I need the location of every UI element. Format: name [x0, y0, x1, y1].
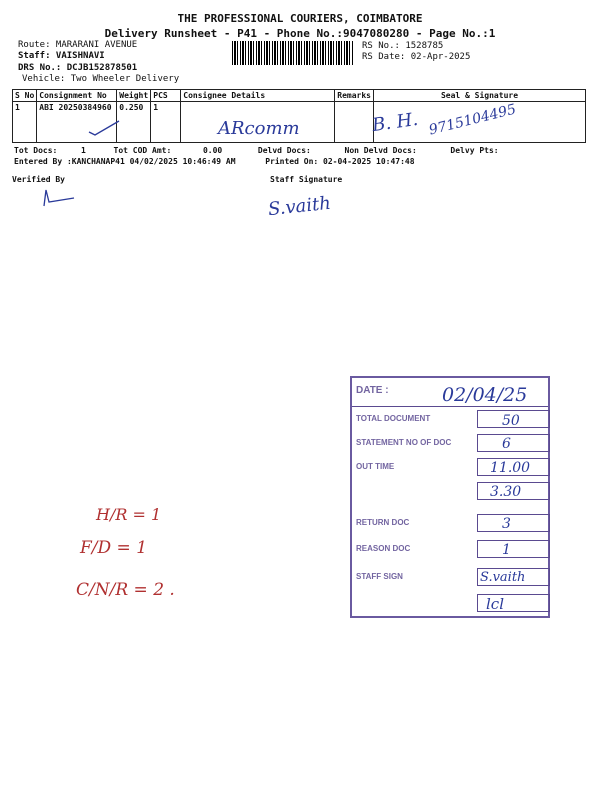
printed-on: Printed On: 02-04-2025 10:47:48: [265, 157, 415, 166]
tot-cod-value: 0.00: [202, 146, 223, 155]
totals-line: [14, 145, 499, 156]
col-header-pcs: PCS: [151, 90, 181, 102]
cell-remarks: [335, 102, 374, 143]
stamp-label-statement: STATEMENT NO OF DOC: [356, 438, 452, 447]
phone-handwriting: 9715104495: [427, 101, 518, 139]
stamp-label-return: RETURN DOC: [356, 518, 410, 527]
rs-date: RS Date: 02-Apr-2025: [362, 52, 471, 62]
tick-mark-icon: [85, 118, 125, 138]
stamp-value-in-time: 3.30: [490, 484, 522, 500]
verifier-signature-icon: [36, 186, 80, 208]
cell-consignment: ABI 20250384960: [37, 102, 117, 143]
stamp-label-out-time: OUT TIME: [356, 462, 395, 471]
col-header-sno: S No: [13, 90, 37, 102]
tot-cod-label: Tot COD Amt:: [113, 146, 172, 155]
note-cnr: C/N/R = 2 .: [76, 580, 175, 600]
note-hr: H/R = 1: [96, 505, 162, 524]
entered-by-line: [14, 156, 415, 167]
tot-docs-label: Tot Docs:: [14, 146, 58, 155]
stamp-label-total: TOTAL DOCUMENT: [356, 414, 431, 423]
stamp-value-total: 50: [502, 413, 520, 429]
rs-number: RS No.: 1528785: [362, 41, 444, 51]
stamp-value-out-time: 11.00: [490, 460, 531, 476]
col-header-weight: Weight: [117, 90, 151, 102]
stamp-value-return: 3: [502, 516, 511, 532]
cell-weight: 0.250: [117, 102, 151, 143]
stamp-value-staff-sign: S.vaith: [480, 570, 526, 585]
stamp-value-reason: 1: [502, 542, 511, 558]
drs-label: DRS No.: DCJB152878501: [18, 63, 138, 73]
stamp-label-date: DATE :: [356, 385, 389, 396]
barcode: [232, 41, 354, 65]
stamp-label-staff-sign: STAFF SIGN: [356, 572, 403, 581]
staff-signature-handwriting: S.vaith: [267, 192, 332, 221]
consignee-handwriting: ARcomm: [218, 118, 300, 139]
stamp-value-statement: 6: [502, 436, 511, 452]
cell-pcs: 1: [151, 102, 181, 143]
runsheet-title: Delivery Runsheet - P41 - Phone No.:9047080280 - Page No.:1: [104, 27, 496, 40]
delivery-stamp: [350, 376, 550, 618]
cell-sno: 1: [13, 102, 37, 143]
tot-docs-value: 1: [81, 146, 86, 155]
col-header-consignee: Consignee Details: [181, 90, 335, 102]
non-delvd-docs-label: Non Delvd Docs:: [344, 146, 417, 155]
delvd-docs-label: Delvd Docs:: [257, 146, 311, 155]
vehicle-label: Vehicle: Two Wheeler Delivery: [22, 74, 180, 84]
stamp-value-last: lcl: [486, 595, 504, 613]
col-header-consignment: Consignment No: [37, 90, 117, 102]
stamp-label-reason: REASON DOC: [356, 544, 411, 553]
col-header-remarks: Remarks: [335, 90, 374, 102]
verified-by-label: Verified By: [12, 175, 65, 184]
stamp-value-date: 02/04/25: [442, 384, 528, 406]
staff-signature-label: Staff Signature: [270, 175, 343, 184]
seal-signature-handwriting: B. H.: [370, 108, 420, 137]
delvy-pts-label: Delvy Pts:: [450, 146, 499, 155]
note-fd: F/D = 1: [80, 538, 148, 558]
staff-label: Staff: VAISHNAVI: [18, 51, 105, 61]
col-header-seal: Seal & Signature: [373, 90, 585, 102]
company-title: THE PROFESSIONAL COURIERS, COIMBATORE: [177, 12, 423, 25]
entered-by: Entered By :KANCHANAP41 04/02/2025 10:46:49 AM: [14, 157, 236, 166]
route-label: Route: MARARANI AVENUE: [18, 40, 138, 50]
table-header-row: [13, 90, 586, 102]
